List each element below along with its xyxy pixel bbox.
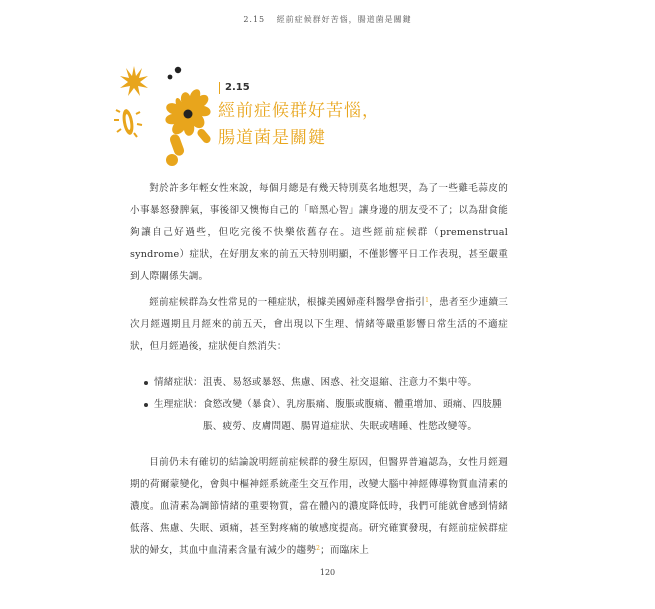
section-title [218, 98, 380, 152]
running-head-number: 2.15 [243, 15, 266, 24]
paragraph-2-part-a: 經前症候群為女性常見的一種症狀，根據美國婦產科醫學會指引 [149, 297, 426, 308]
starburst-icon [120, 66, 148, 96]
section-number: 2.15 [219, 82, 250, 94]
rod-bacterium-icon [114, 108, 142, 137]
symptom-list [130, 372, 508, 438]
section-title-line-1: 經前症候群好苦惱， [218, 101, 380, 121]
running-head [0, 14, 655, 25]
paragraph-2 [130, 292, 508, 358]
page-number: 120 [319, 568, 336, 577]
paragraph-1: 對於許多年輕女性來說，每個月總是有幾天特別莫名地想哭，為了一些雞毛蒜皮的小事暴怒發脾氣，事後卻又懊悔自己的「暗黑心智」讓身邊的朋友受不了；以為甜食能夠讓自己好過些，但吃完後不快樂依舊存在。這些經前症候群（premenstrual syndrome）症狀，在好朋友來的前五天特別明顯，不僅影響平日工作表現，甚至嚴重到人際關係失調。 [130, 183, 508, 282]
paragraph-2-part-b: ，患者至少連續三次月經週期且月經來的前五天，會出現以下生理、情緒等嚴重影響日常生活的不適症狀，但月經過後，症狀便自然消失： [130, 297, 508, 352]
list-item [144, 372, 508, 394]
list-item-label: 生理症狀： [154, 399, 203, 410]
list-item [144, 394, 508, 438]
list-item-text: 沮喪、易怒或暴怒、焦慮、困惑、社交退縮、注意力不集中等。 [202, 377, 478, 388]
list-item-label: 情緒症狀： [154, 377, 203, 388]
section-title-line-2: 腸道菌是關鍵 [218, 128, 326, 148]
paragraph-3-part-b: ；而臨床上 [320, 545, 370, 556]
bacteria-illustration-icon [112, 64, 222, 174]
running-head-title: 經前症候群好苦惱，腸道菌是關鍵 [276, 15, 412, 24]
list-item-text: 食慾改變（暴食）、乳房脹痛、腹脹或腹痛、體重增加、頭痛、四肢腫脹、疲勞、皮膚問題、腸胃道症狀、失眠或嗜睡、性慾改變等。 [202, 399, 502, 432]
footnote-ref-1[interactable]: 1 [425, 297, 430, 304]
paragraph-3 [130, 452, 508, 562]
body-text [130, 178, 508, 562]
footnote-ref-2[interactable]: 2 [316, 545, 321, 552]
paragraph-3-part-a: 目前仍未有確切的結論說明經前症候群的發生原因，但醫界普遍認為，女性月經週期的荷爾蒙變化，會與中樞神經系統產生交互作用，改變大腦中神經傳導物質血清素的濃度。血清素為調節情緒的重要物質，當在體內的濃度降低時，我們可能就會感到情緒低落、焦慮、失眠、頭痛，甚至對疼痛的敏感度提高。研究確實發現，有經前症候群症狀的婦女，其血中血清素含量有減少的趨勢 [130, 457, 508, 556]
splat-bacterium-icon [165, 89, 212, 166]
